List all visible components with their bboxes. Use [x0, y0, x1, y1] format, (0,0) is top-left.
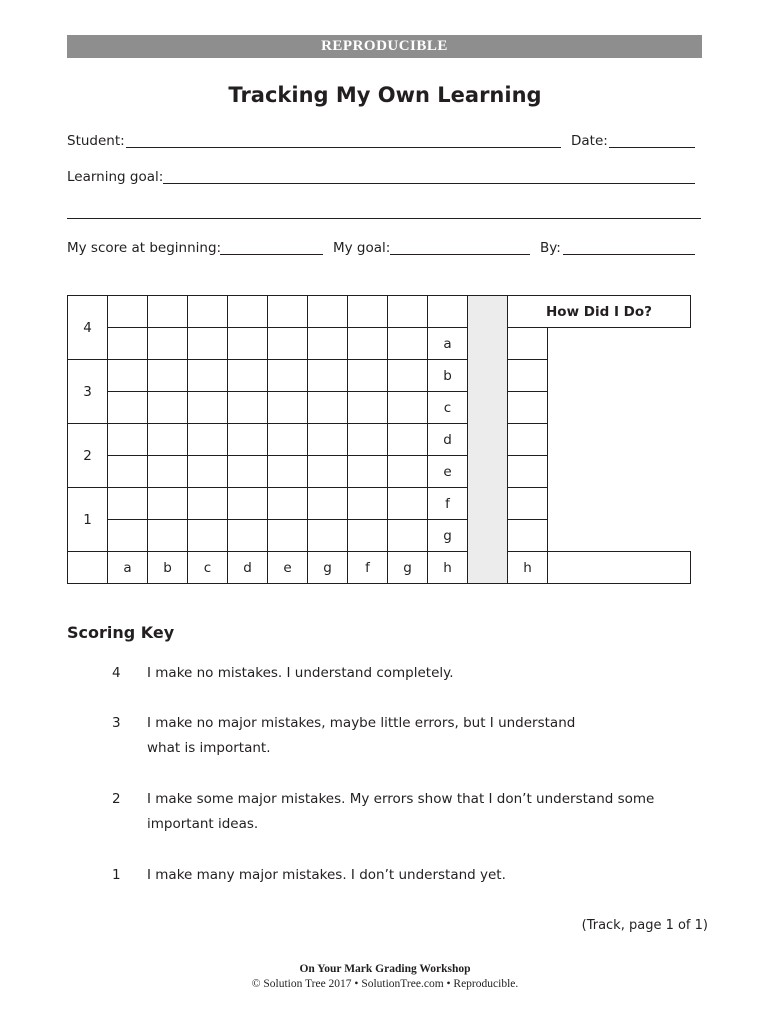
grid-cell[interactable] [348, 520, 388, 552]
scoring-key-score-2: 2 [112, 791, 121, 807]
scoring-key-title: Scoring Key [67, 623, 175, 642]
column-label-5: e [268, 552, 308, 584]
column-label-6: g [308, 552, 348, 584]
learning-goal-field[interactable] [163, 183, 695, 184]
page-title: Tracking My Own Learning [228, 83, 542, 107]
page-number-info: (Track, page 1 of 1) [581, 918, 708, 933]
how-row-label-a: a [428, 328, 468, 360]
grid-cell[interactable] [108, 488, 148, 520]
date-label: Date: [571, 133, 608, 149]
grid-cell[interactable] [148, 296, 188, 328]
student-field[interactable] [126, 147, 561, 148]
grid-cell[interactable] [228, 296, 268, 328]
grid-cell[interactable] [268, 488, 308, 520]
level-3-label: 3 [68, 360, 108, 424]
tracking-grid [67, 295, 691, 584]
scoring-key-text-4 [147, 661, 687, 686]
column-label-7: f [348, 552, 388, 584]
grid-cell[interactable] [348, 488, 388, 520]
how-row-label-d: d [428, 424, 468, 456]
grid-cell[interactable] [388, 424, 428, 456]
grid-cell[interactable] [388, 456, 428, 488]
grid-cell[interactable] [108, 392, 148, 424]
learning-goal-field-line-2[interactable] [67, 218, 701, 219]
grid-cell[interactable] [348, 360, 388, 392]
how-did-i-do-header: How Did I Do? [508, 296, 691, 328]
grid-cell[interactable] [348, 456, 388, 488]
grid-cell[interactable] [188, 424, 228, 456]
grid-cell[interactable] [308, 328, 348, 360]
date-field[interactable] [609, 147, 695, 148]
scoring-key-text-2 [147, 787, 687, 837]
scoring-key-text-1 [147, 863, 687, 888]
column-label-4: d [228, 552, 268, 584]
how-row-entry-c[interactable] [508, 392, 548, 424]
score-beginning-label: My score at beginning: [67, 240, 222, 256]
how-row-label-e: e [428, 456, 468, 488]
how-row-label-c: c [428, 392, 468, 424]
score-beginning-field[interactable] [220, 254, 323, 255]
grid-cell[interactable] [228, 328, 268, 360]
grid-cell[interactable] [188, 392, 228, 424]
my-goal-label: My goal: [333, 240, 391, 256]
grid-cell[interactable] [388, 392, 428, 424]
how-row-entry-g[interactable] [508, 520, 548, 552]
by-field[interactable] [563, 254, 695, 255]
grid-cell[interactable] [108, 296, 148, 328]
grid-cell[interactable] [268, 456, 308, 488]
grid-cell[interactable] [108, 424, 148, 456]
grid-cell[interactable] [268, 520, 308, 552]
column-label-3: c [188, 552, 228, 584]
grid-cell[interactable] [148, 392, 188, 424]
scoring-key-score-1: 1 [112, 867, 121, 883]
how-row-entry-d[interactable] [508, 424, 548, 456]
grid-cell[interactable] [388, 328, 428, 360]
how-row-label-b: b [428, 360, 468, 392]
how-row-entry-f[interactable] [508, 488, 548, 520]
grid-cell[interactable] [268, 424, 308, 456]
grid-cell[interactable] [268, 328, 308, 360]
grid-cell[interactable] [388, 520, 428, 552]
how-row-entry-h[interactable] [548, 552, 691, 584]
grid-cell[interactable] [308, 488, 348, 520]
grid-cell[interactable] [148, 456, 188, 488]
grid-cell[interactable] [188, 296, 228, 328]
level-4-label: 4 [68, 296, 108, 360]
grid-cell[interactable] [228, 456, 268, 488]
corner-cell [68, 552, 108, 584]
grid-cell[interactable] [108, 328, 148, 360]
grid-cell[interactable] [228, 488, 268, 520]
grid-cell[interactable] [348, 424, 388, 456]
by-label: By: [540, 240, 561, 256]
scoring-key-text-3 [147, 711, 687, 761]
grid-cell[interactable] [308, 424, 348, 456]
grid-cell[interactable] [148, 488, 188, 520]
column-label-1: a [108, 552, 148, 584]
grid-cell[interactable] [228, 520, 268, 552]
scoring-key-line: I make some major mistakes. My errors show that I don’t understand some [147, 791, 655, 807]
scoring-key-line: I make no major mistakes, maybe little errors, but I understand [147, 715, 576, 731]
grid-cell[interactable] [308, 392, 348, 424]
grid-cell[interactable] [188, 360, 228, 392]
grid-cell[interactable] [108, 360, 148, 392]
footer-workshop-title: On Your Mark Grading Workshop [299, 963, 471, 975]
grid-cell[interactable] [268, 392, 308, 424]
grid-cell[interactable] [188, 456, 228, 488]
scoring-key-score-4: 4 [112, 665, 121, 681]
my-goal-field[interactable] [390, 254, 530, 255]
grid-cell[interactable] [228, 392, 268, 424]
column-label-2: b [148, 552, 188, 584]
grid-cell[interactable] [228, 360, 268, 392]
grid-cell[interactable] [188, 520, 228, 552]
scoring-key-line: important ideas. [147, 816, 259, 832]
how-row-entry-e[interactable] [508, 456, 548, 488]
grid-cell[interactable] [348, 392, 388, 424]
how-row-label-h: h [508, 552, 548, 584]
level-2-label: 2 [68, 424, 108, 488]
learning-goal-label: Learning goal: [67, 169, 164, 185]
grid-cell[interactable] [188, 488, 228, 520]
shaded-divider-column [468, 296, 508, 584]
grid-cell[interactable] [108, 520, 148, 552]
grid-cell[interactable] [228, 424, 268, 456]
how-row-entry-b[interactable] [508, 360, 548, 392]
grid-cell[interactable] [428, 296, 468, 328]
grid-cell[interactable] [308, 360, 348, 392]
grid-cell[interactable] [348, 328, 388, 360]
grid-cell[interactable] [308, 296, 348, 328]
how-row-entry-a[interactable] [508, 328, 548, 360]
grid-cell[interactable] [188, 328, 228, 360]
column-label-8: g [388, 552, 428, 584]
grid-cell[interactable] [148, 360, 188, 392]
grid-cell[interactable] [268, 360, 308, 392]
grid-cell[interactable] [148, 328, 188, 360]
how-row-label-g: g [428, 520, 468, 552]
scoring-key-line: I make many major mistakes. I don’t understand yet. [147, 867, 506, 883]
reproducible-banner: REPRODUCIBLE [67, 35, 702, 58]
grid-cell[interactable] [268, 296, 308, 328]
scoring-key-line: what is important. [147, 740, 271, 756]
grid-cell[interactable] [388, 488, 428, 520]
grid-cell[interactable] [108, 456, 148, 488]
footer-copyright: © Solution Tree 2017 • SolutionTree.com • Reproducible. [251, 978, 519, 990]
scoring-key-score-3: 3 [112, 715, 121, 731]
grid-cell[interactable] [308, 456, 348, 488]
student-label: Student: [67, 133, 125, 149]
column-label-9: h [428, 552, 468, 584]
grid-cell[interactable] [148, 520, 188, 552]
scoring-key-line: I make no mistakes. I understand completely. [147, 665, 454, 681]
grid-cell[interactable] [388, 296, 428, 328]
grid-cell[interactable] [348, 296, 388, 328]
how-row-label-f: f [428, 488, 468, 520]
grid-cell[interactable] [308, 520, 348, 552]
level-1-label: 1 [68, 488, 108, 552]
grid-cell[interactable] [148, 424, 188, 456]
grid-cell[interactable] [388, 360, 428, 392]
